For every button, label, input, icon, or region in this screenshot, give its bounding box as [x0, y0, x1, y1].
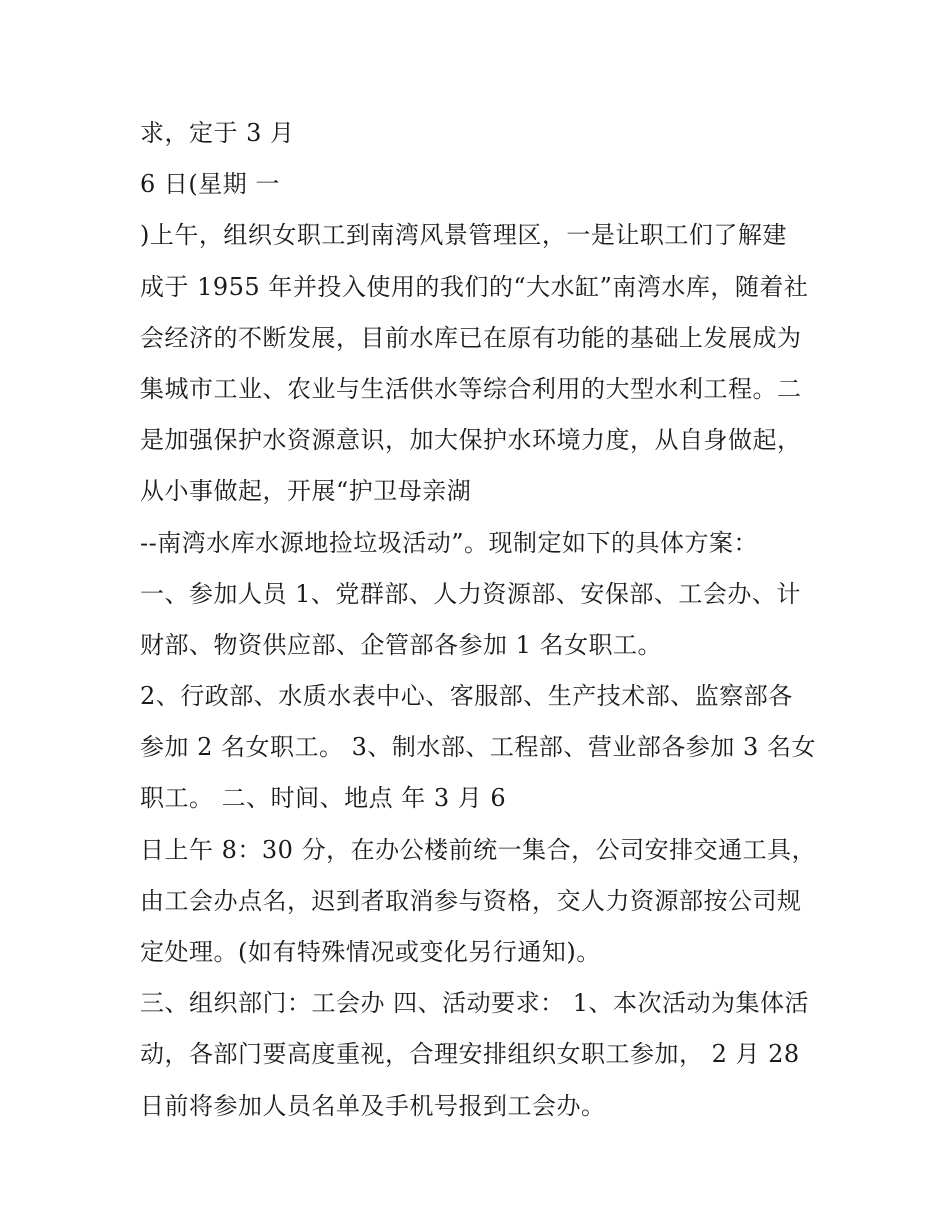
text-line-7: 是加强保护水资源意识，加大保护水环境力度，从自身做起， [140, 426, 802, 455]
text-line-18: 三、组织部门：工会办 四、活动要求： 1、本次活动为集体活 [140, 989, 810, 1018]
text-line-1: 求，定于 3 月 [140, 119, 295, 147]
text-line-2: 6 日(星期 一 [140, 170, 280, 199]
document-body [140, 108, 830, 1132]
text-line-5: 会经济的不断发展，目前水库已在原有功能的基础上发展成为 [140, 323, 802, 352]
text-line-14: 职工。 二、时间、地点 年 3 月 6 [140, 784, 507, 813]
text-line-10: 一、参加人员 1、党群部、人力资源部、安保部、工会办、计 [140, 579, 801, 608]
text-line-13: 参加 2 名女职工。 3、制水部、工程部、营业部各参加 3 名女 [140, 733, 816, 762]
text-line-6: 集城市工业、农业与生活供水等综合利用的大型水利工程。二 [140, 374, 802, 403]
text-line-9: --南湾水库水源地捡垃圾活动”。现制定如下的具体方案： [140, 528, 758, 557]
text-line-15: 日上午 8：30 分，在办公楼前统一集合，公司安排交通工具， [140, 835, 817, 864]
text-line-4: 成于 1955 年并投入使用的我们的“大水缸”南湾水库，随着社 [140, 272, 809, 301]
text-line-8: 从小事做起，开展“护卫母亲湖 [140, 477, 472, 506]
text-line-11: 财部、物资供应部、企管部各参加 1 名女职工。 [140, 630, 663, 659]
text-line-20: 日前将参加人员名单及手机号报到工会办。 [140, 1091, 606, 1120]
text-line-16: 由工会办点名，迟到者取消参与资格，交人力资源部按公司规 [140, 886, 802, 915]
text-line-12: 2、行政部、水质水表中心、客服部、生产技术部、监察部各 [140, 682, 793, 711]
text-line-3: )上午，组织女职工到南湾风景管理区，一是让职工们了解建 [140, 221, 787, 250]
text-line-17: 定处理。(如有特殊情况或变化另行通知)。 [140, 938, 601, 966]
text-line-19: 动，各部门要高度重视，合理安排组织女职工参加， 2 月 28 [140, 1040, 800, 1069]
